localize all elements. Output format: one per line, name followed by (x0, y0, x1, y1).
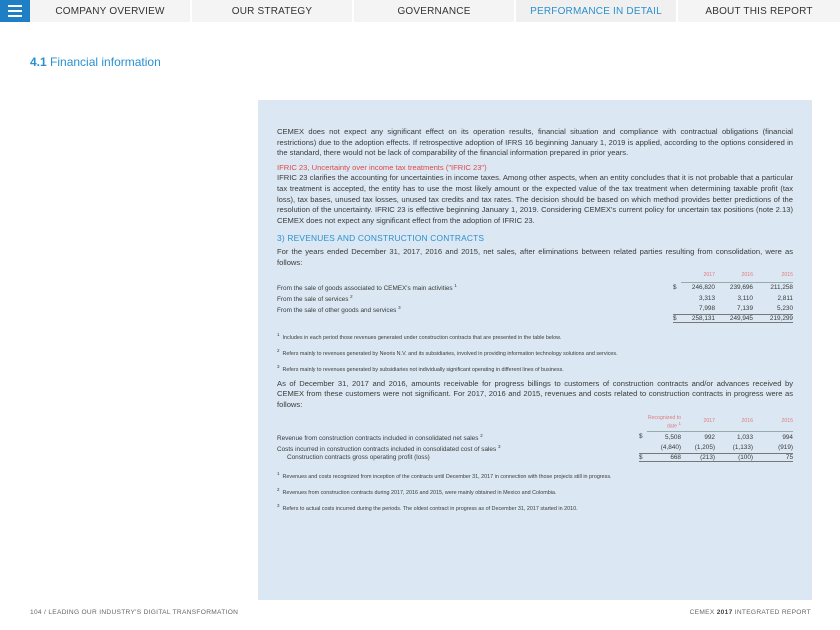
section-title (30, 55, 161, 69)
footnote: $^2$ Revenues from construction contracts during 2017, 2016 and 2015, were mainly obtained in Mexico and Colombia. (277, 487, 557, 496)
recognized-header: Recognized to date $^1$ (647, 415, 681, 432)
row-label: From the sale of services (277, 296, 349, 304)
value-2017: 3,313 (699, 294, 715, 302)
table-total-row (277, 453, 793, 462)
year-header: 2015 (753, 415, 793, 432)
table-total-row (277, 314, 793, 323)
paragraph-ifric23: IFRIC 23 clarifies the accounting for uncertainties in income taxes. Among other aspects, when an entity concludes that it is not probable that a particular tax treatment is accepted, the entity has to use the most likely amount or the expected value of the tax treatment when determining taxable profit (tax loss), tax bases, unused tax losses, unused tax credits and tax rates. The decision should be based on which method provides better predictions of the resolution of the uncertainty. IFRIC 23 is effective beginning January 1, 2019. Considering CEMEX's current policy for uncertain tax positions (note 2.13) CEMEX does not expect any significant effect from the adoption of IFRIC 23. (277, 173, 793, 225)
footer-separator: / (44, 609, 47, 616)
content-body (277, 127, 793, 518)
value-2015: 994 (782, 433, 793, 441)
value-recognized: (4,840) (660, 443, 681, 451)
total-2017: (213) (681, 453, 715, 462)
row-label: Revenue from construction contracts included in consolidated net sales (277, 435, 479, 442)
paragraph-construction-contracts: As of December 31, 2017 and 2016, amounts receivable for progress billings to customers of construction contracts and/or advances received by CEMEX from these customers were not significant. For 2017, 2016 and 2015, revenues and costs related to construction contracts in progress were as follows: (277, 378, 793, 410)
tab-our-strategy[interactable]: OUR STRATEGY (192, 0, 354, 22)
value-2015: 5,230 (777, 304, 793, 312)
tab-about-this-report[interactable]: ABOUT THIS REPORT (678, 0, 840, 22)
currency (639, 443, 647, 454)
value-2015: 2,811 (777, 294, 793, 302)
table-row: From the sale of services $^2$ 3,313 3,110 2,811 (277, 293, 793, 304)
value-2015: (919) (778, 443, 793, 451)
total-2017: 258,131 (681, 314, 715, 323)
year-header: 2015 (753, 272, 793, 282)
year-header: 2017 (681, 415, 715, 432)
footer-year: 2017 (716, 609, 733, 616)
value-recognized: 5,508 (665, 433, 681, 441)
total-2016: (100) (715, 453, 753, 462)
footer-right (690, 609, 811, 616)
currency: $ (639, 433, 643, 441)
value-2017: (1,205) (694, 443, 715, 451)
currency: $ (673, 283, 677, 291)
footer-left (30, 609, 238, 616)
construction-contracts-table (277, 415, 793, 463)
currency (673, 293, 681, 304)
footnote: $^1$ Revenues and costs recognized from inception of the contracts until December 31, 2017 in connection with those projects still in progress. (277, 471, 612, 481)
value-2017: 7,998 (699, 304, 715, 312)
footnote: $^3$ Refers to actual costs incurred during the periods. The oldest contract in progress as of December 31, 2017 started in 2010. (277, 503, 578, 512)
paragraph-ifrs16-effects: CEMEX does not expect any significant effect on its operation results, financial situation and compliance with contractual obligations (financial restrictions) due to the adoption effects. If retrospective adoption of IFRS 16 beginning January 1, 2019 is applied, according to the options considered in the standard, there would not be lack of comparability of the financial information prepared in prior years. (277, 127, 793, 158)
year-header: 2016 (715, 415, 753, 432)
value-2016: 3,110 (737, 294, 753, 302)
tab-company-overview[interactable]: COMPANY OVERVIEW (30, 0, 192, 22)
value-2016: (1,133) (732, 443, 753, 451)
top-navigation (0, 0, 840, 22)
section-number: 4.1 (30, 55, 47, 69)
tab-performance-in-detail[interactable]: PERFORMANCE IN DETAIL (516, 0, 678, 22)
table-row: From the sale of other goods and services $^3$ 7,998 7,139 5,230 (277, 304, 793, 314)
currency (673, 304, 681, 315)
table-row: From the sale of goods associated to CEMEX's main activities $^1$ $ 246,820 239,696 211,258 (277, 283, 793, 293)
row-label: From the sale of other goods and services (277, 306, 397, 314)
total-2015: 219,299 (753, 314, 793, 323)
row-label: From the sale of goods associated to CEMEX's main activities (277, 285, 453, 293)
year-header: 2017 (681, 272, 715, 282)
total-2016: 249,945 (715, 314, 753, 323)
page-number: 104 (30, 609, 42, 616)
paragraph-net-sales-intro: For the years ended December 31, 2017, 2016 and 2015, net sales, after eliminations between related parties resulting from consolidation, were as follows: (277, 246, 793, 267)
table-header-row (277, 272, 793, 282)
total-recognized: 668 (647, 453, 681, 462)
currency: $ (639, 453, 647, 462)
table2-footnotes (277, 470, 793, 512)
year-header: 2016 (715, 272, 753, 282)
tab-governance[interactable]: GOVERNANCE (354, 0, 516, 22)
table-row: Revenue from construction contracts included in consolidated net sales $^2$ $ 5,508 992 1,033 994 (277, 432, 793, 442)
row-label: Construction contracts gross operating profit (loss) (287, 453, 430, 461)
value-2016: 7,139 (737, 304, 753, 312)
ifric23-heading: IFRIC 23, Uncertainty over income tax treatments ("IFRIC 23") (277, 162, 487, 172)
value-2016: 239,696 (729, 284, 753, 292)
row-label: Costs incurred in construction contracts included in consolidated cost of sales (277, 445, 497, 453)
footer-left-text: LEADING OUR INDUSTRY'S DIGITAL TRANSFORMATION (48, 609, 239, 616)
total-2015: 75 (753, 453, 793, 462)
currency: $ (673, 314, 681, 323)
footnote: $^1$ Includes in each period those revenues generated under construction contracts that are presented in the table below. (277, 332, 562, 342)
value-2017: 246,820 (691, 284, 715, 292)
value-2016: 1,033 (737, 433, 753, 441)
footer-brand: CEMEX (689, 609, 715, 616)
table-row: Costs incurred in construction contracts included in consolidated cost of sales $^3$ (4,840) (1,205) (1,133) (919) (277, 443, 793, 453)
table1-footnotes (277, 331, 793, 373)
section-title-text: Financial information (50, 55, 161, 69)
footnote: $^3$ Refers mainly to revenues generated by subsidiaries not individually significant operating in different lines of business. (277, 364, 564, 373)
table-header-row (277, 415, 793, 432)
hamburger-menu-icon[interactable] (0, 0, 30, 22)
footer-right-text: INTEGRATED REPORT (734, 609, 811, 616)
net-sales-table (277, 272, 793, 323)
value-2017: 992 (704, 433, 715, 441)
footnote: $^2$ Refers mainly to revenues generated by Neoris N.V. and its subsidiaries, involved in providing information technology solutions and services. (277, 348, 618, 358)
revenues-section-heading: 3) REVENUES AND CONSTRUCTION CONTRACTS (277, 233, 485, 244)
value-2015: 211,258 (770, 284, 793, 292)
